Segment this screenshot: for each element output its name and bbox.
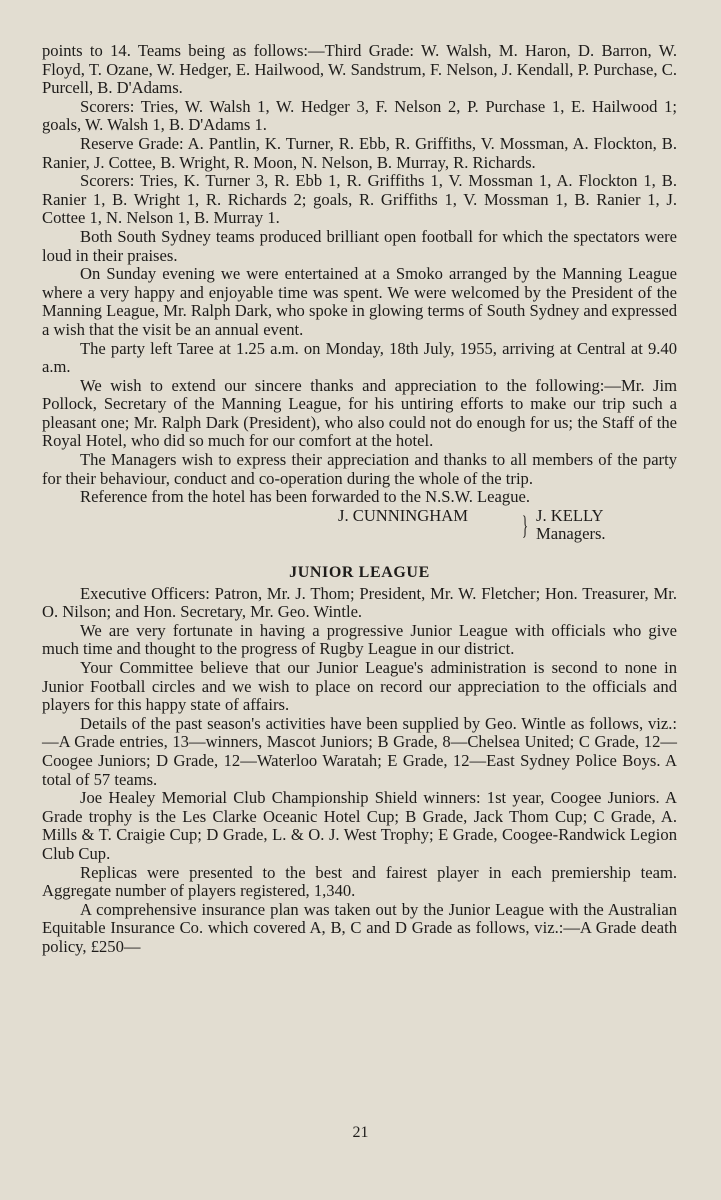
signature-brace: } xyxy=(521,510,529,540)
paragraph-managers-thanks: The Managers wish to express their appreciation and thanks to all members of the party for their behaviour, conduct and co-operation during the whole of the trip. xyxy=(42,450,677,488)
paragraph-departure: The party left Taree at 1.25 a.m. on Monday, 18th July, 1955, arriving at Central at 9.40 a.m. xyxy=(42,338,677,377)
paragraph-reserve-grade: Reserve Grade: A. Pantlin, K. Turner, R. Ebb, R. Griffiths, V. Mossman, A. Flockton, B. Ranier, J. Cottee, B. Wright, R. Moon, N. Nelson, B. Murray, R. Richards. xyxy=(42,133,677,172)
paragraph-executive-officers: Executive Officers: Patron, Mr. J. Thom; President, Mr. W. Fletcher; Hon. Treasurer, Mr. O. Nilson; and Hon. Secretary, Mr. Geo. Wintle. xyxy=(42,583,677,622)
managers-signature xyxy=(338,507,677,544)
paragraph-third-grade-scorers: Scorers: Tries, W. Walsh 1, W. Hedger 3, F. Nelson 2, P. Purchase 1, E. Hailwood 1; goals, W. Walsh 1, B. D'Adams 1. xyxy=(42,96,677,135)
paragraph-smoko: On Sunday evening we were entertained at a Smoko arranged by the Manning League where a very happy and enjoyable time was spent. We were welcomed by the President of the Manning League, Mr. Ralph Dark, who spoke in glowing terms of South Sydney and expressed a wish that the visit be an annual event. xyxy=(42,264,677,339)
paragraph-thanks: We wish to extend our sincere thanks and appreciation to the following:—Mr. Jim Pollock, Secretary of the Manning League, for his untiring efforts to make our trip such a pleasant one; Mr. Ralph Dark (President), who also could not do enough for us; the Staff of the Royal Hotel, who did so much for our comfort at the hotel. xyxy=(42,375,677,451)
paragraph-spectators: Both South Sydney teams produced brilliant open football for which the spectators were loud in their praises. xyxy=(42,226,677,265)
paragraph-team-list: points to 14. Teams being as follows:—Third Grade: W. Walsh, M. Haron, D. Barron, W. Floyd, T. Ozane, W. Hedger, E. Hailwood, W. Sandstrum, F. Nelson, J. Kendall, P. Purchase, C. Purcell, B. D'Adams. xyxy=(42,41,677,98)
paragraph-season-details: Details of the past season's activities have been supplied by Geo. Wintle as follows, viz.:—A Grade entries, 13—winners, Mascot Juniors; B Grade, 8—Chelsea United; C Grade, 12—Coogee Juniors; D Grade, 12—Waterloo Waratah; E Grade, 12—East Sydney Police Boys. A total of 57 teams. xyxy=(42,713,677,789)
paragraph-committee: Your Committee believe that our Junior League's administration is second to none in Junior Football circles and we wish to place on record our appreciation to the officials and players for this happy state of affairs. xyxy=(42,658,677,715)
paragraph-replicas: Replicas were presented to the best and fairest player in each premiership team. Aggregate number of players registered, 1,340. xyxy=(42,862,677,901)
paragraph-championship-shield: Joe Healey Memorial Club Championship Shield winners: 1st year, Coogee Juniors. A Grade trophy is the Les Clarke Oceanic Hotel Cup; B Grade, Jack Thom Cup; C Grade, A. Mills & T. Craigie Cup; D Grade, L. & O. J. West Trophy; E Grade, Coogee-Randwick Legion Club Cup. xyxy=(42,788,677,863)
page-number: 21 xyxy=(352,1124,369,1141)
paragraph-reference: Reference from the hotel has been forwarded to the N.S.W. League. xyxy=(80,487,531,507)
body-text xyxy=(42,42,677,957)
paragraph-reserve-grade-scorers: Scorers: Tries, K. Turner 3, R. Ebb 1, R. Griffiths 1, V. Mossman 1, A. Flockton 1, B. Ranier 1, B. Wright 1, R. Richards 2; goals, R. Griffiths 1, V. Mossman 1, B. Ranier 1, J. Cottee 1, N. Nelson 1, B. Murray 1. xyxy=(42,171,677,228)
signature-name-kelly: J. KELLY xyxy=(536,505,604,525)
section-heading-junior-league: JUNIOR LEAGUE xyxy=(289,564,430,582)
paragraph-insurance: A comprehensive insurance plan was taken out by the Junior League with the Australian Equitable Insurance Co. which covered A, B, C and D Grade as follows, viz.:—A Grade death policy, £250— xyxy=(42,899,677,956)
signature-name-cunningham: J. CUNNINGHAM xyxy=(338,505,468,525)
paragraph-progressive-league: We are very fortunate in having a progressive Junior League with officials who give much time and thought to the progress of Rugby League in our district. xyxy=(42,620,677,659)
signature-role: Managers. xyxy=(536,524,606,544)
